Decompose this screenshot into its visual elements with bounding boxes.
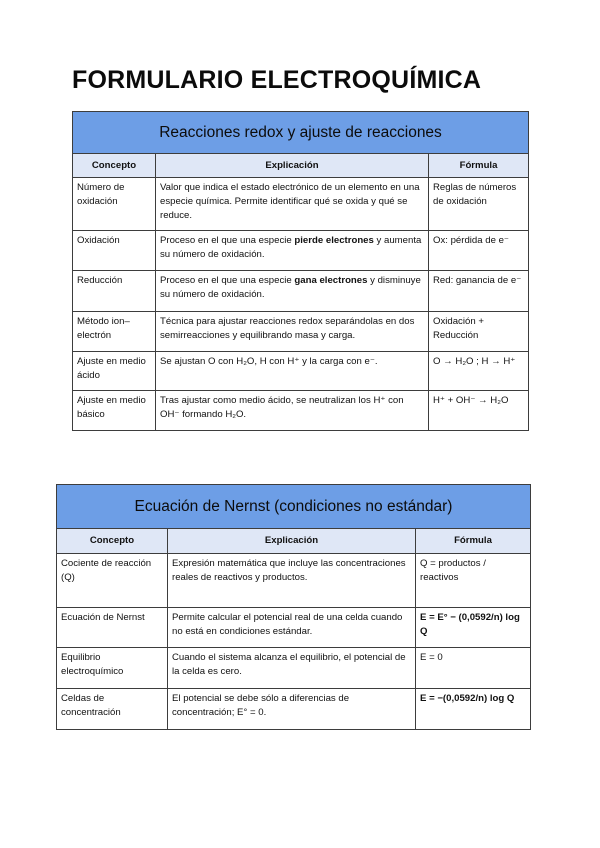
redox-table-banner: Reacciones redox y ajuste de reacciones bbox=[73, 112, 529, 154]
explicacion-text: y aumenta su número de oxidación. bbox=[160, 235, 422, 260]
formula-cell: Red: ganancia de e⁻ bbox=[429, 271, 529, 312]
explicacion-text: y disminuye su número de oxidación. bbox=[160, 275, 421, 300]
table-row bbox=[73, 391, 529, 431]
table-row bbox=[57, 554, 531, 608]
concepto-cell: Ecuación de Nernst bbox=[57, 608, 168, 648]
formula-cell: E = 0 bbox=[416, 648, 531, 689]
table-row bbox=[57, 608, 531, 648]
formula-cell: Reglas de números de oxidación bbox=[429, 178, 529, 231]
explicacion-emphasis: gana electrones bbox=[294, 275, 368, 286]
explicacion-cell: Técnica para ajustar reacciones redox separándolas en dos semirreacciones y equilibrando masa y carga. bbox=[156, 312, 429, 352]
column-header-concepto: Concepto bbox=[73, 154, 156, 178]
explicacion-cell: Cuando el sistema alcanza el equilibrio, el potencial de la celda es cero. bbox=[168, 648, 416, 689]
explicacion-text: Proceso en el que una especie bbox=[160, 275, 295, 286]
formula-cell: E = E° − (0,0592/n) log Q bbox=[416, 608, 531, 648]
explicacion-cell: Tras ajustar como medio ácido, se neutralizan los H⁺ con OH⁻ formando H₂O. bbox=[156, 391, 429, 431]
concepto-cell: Oxidación bbox=[73, 231, 156, 271]
explicacion-cell bbox=[156, 231, 429, 271]
explicacion-cell: Expresión matemática que incluye las concentraciones reales de reactivos y productos. bbox=[168, 554, 416, 608]
formula-cell: Ox: pérdida de e⁻ bbox=[429, 231, 529, 271]
explicacion-cell: Valor que indica el estado electrónico de un elemento en una especie química. Permite identificar qué se oxida y qué se reduce. bbox=[156, 178, 429, 231]
concepto-cell: Ajuste en medio ácido bbox=[73, 352, 156, 391]
concepto-cell: Ajuste en medio básico bbox=[73, 391, 156, 431]
concepto-cell: Número de oxidación bbox=[73, 178, 156, 231]
formula-cell: H⁺ + OH⁻ → H₂O bbox=[429, 391, 529, 431]
page-title: FORMULARIO ELECTROQUÍMICA bbox=[72, 66, 482, 94]
nernst-table-header-row bbox=[57, 529, 531, 554]
formula-cell: Oxidación + Reducción bbox=[429, 312, 529, 352]
column-header-explicacion: Explicación bbox=[156, 154, 429, 178]
table-row bbox=[73, 178, 529, 231]
explicacion-cell: Permite calcular el potencial real de una celda cuando no está en condiciones estándar. bbox=[168, 608, 416, 648]
concepto-cell: Reducción bbox=[73, 271, 156, 312]
column-header-formula: Fórmula bbox=[416, 529, 531, 554]
concepto-cell: Método ion–electrón bbox=[73, 312, 156, 352]
concepto-cell: Equilibrio electroquímico bbox=[57, 648, 168, 689]
formula-cell: E = −(0,0592/n) log Q bbox=[416, 689, 531, 730]
explicacion-cell: Se ajustan O con H₂O, H con H⁺ y la carga con e⁻. bbox=[156, 352, 429, 391]
explicacion-cell: El potencial se debe sólo a diferencias de concentración; E° = 0. bbox=[168, 689, 416, 730]
formula-cell: O → H₂O ; H → H⁺ bbox=[429, 352, 529, 391]
column-header-formula: Fórmula bbox=[429, 154, 529, 178]
formula-cell: Q = productos / reactivos bbox=[416, 554, 531, 608]
table-row bbox=[57, 689, 531, 730]
table-row bbox=[73, 352, 529, 391]
table-row bbox=[73, 231, 529, 271]
table-row bbox=[57, 648, 531, 689]
nernst-table bbox=[56, 484, 531, 730]
concepto-cell: Cociente de reacción (Q) bbox=[57, 554, 168, 608]
explicacion-text: Proceso en el que una especie bbox=[160, 235, 295, 246]
concepto-cell: Celdas de concentración bbox=[57, 689, 168, 730]
nernst-table-banner: Ecuación de Nernst (condiciones no estándar) bbox=[57, 485, 531, 529]
explicacion-cell bbox=[156, 271, 429, 312]
redox-table-header-row bbox=[73, 154, 529, 178]
column-header-explicacion: Explicación bbox=[168, 529, 416, 554]
table-row bbox=[73, 312, 529, 352]
column-header-concepto: Concepto bbox=[57, 529, 168, 554]
redox-table bbox=[72, 111, 529, 431]
explicacion-emphasis: pierde electrones bbox=[294, 235, 374, 246]
table-row bbox=[73, 271, 529, 312]
